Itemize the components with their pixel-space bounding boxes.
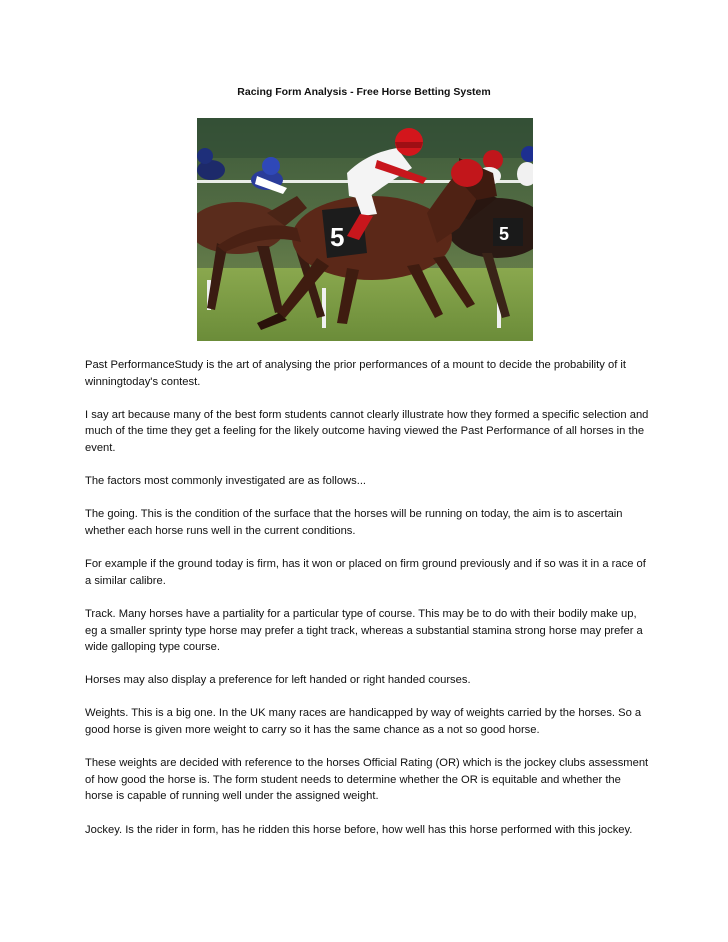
paragraph-art: I say art because many of the best form students cannot clearly illustrate how they formed a specific selection and much of the time they get a feeling for the likely outcome having viewed the Past Performance of all horses in the event.: [85, 408, 649, 454]
paragraph-firm-example: For example if the ground today is firm, has it won or placed on firm ground previously and if so was it in a race of a similar calibre.: [85, 558, 646, 587]
paragraph-handed-courses: Horses may also display a preference for left handed or right handed courses.: [85, 674, 471, 687]
paragraph-going: The going. This is the condition of the surface that the horses will be running on today, the aim is to ascertain whether each horse runs well in the current conditions.: [85, 508, 623, 537]
paragraph-factors: The factors most commonly investigated are as follows...: [85, 475, 367, 488]
saddle-number-right: 5: [499, 224, 510, 244]
article-body: [85, 357, 650, 855]
paragraph-official-rating: These weights are decided with reference to the horses Official Rating (OR) which is the jockey clubs assessment of how good the horse is. The form student needs to determine whether the OR is equitable and whether the horse is capable of running well under the assigned weight.: [85, 757, 649, 803]
horse-racing-photo: [197, 118, 533, 341]
paragraph-past-performance: Past PerformanceStudy is the art of analysing the prior performances of a mount to decide the probability of it winningtoday's contest.: [85, 359, 627, 388]
page-title: Racing Form Analysis - Free Horse Betting System: [237, 86, 491, 98]
saddle-number-main: 5: [330, 222, 345, 252]
paragraph-track: Track. Many horses have a partiality for a particular type of course. This may be to do with their bodily make up, eg a smaller sprinty type horse may prefer a tight track, whereas a substantial stamina strong horse may prefer a wide galloping type course.: [85, 607, 643, 654]
paragraph-weights: Weights. This is a big one. In the UK many races are handicapped by way of weights carried by the horses. So a good horse is given more weight to carry so it has the same chance as a not so good horse.: [85, 707, 642, 737]
paragraph-jockey: Jockey. Is the rider in form, has he ridden this horse before, how well has this horse performed with this jockey.: [85, 823, 633, 836]
